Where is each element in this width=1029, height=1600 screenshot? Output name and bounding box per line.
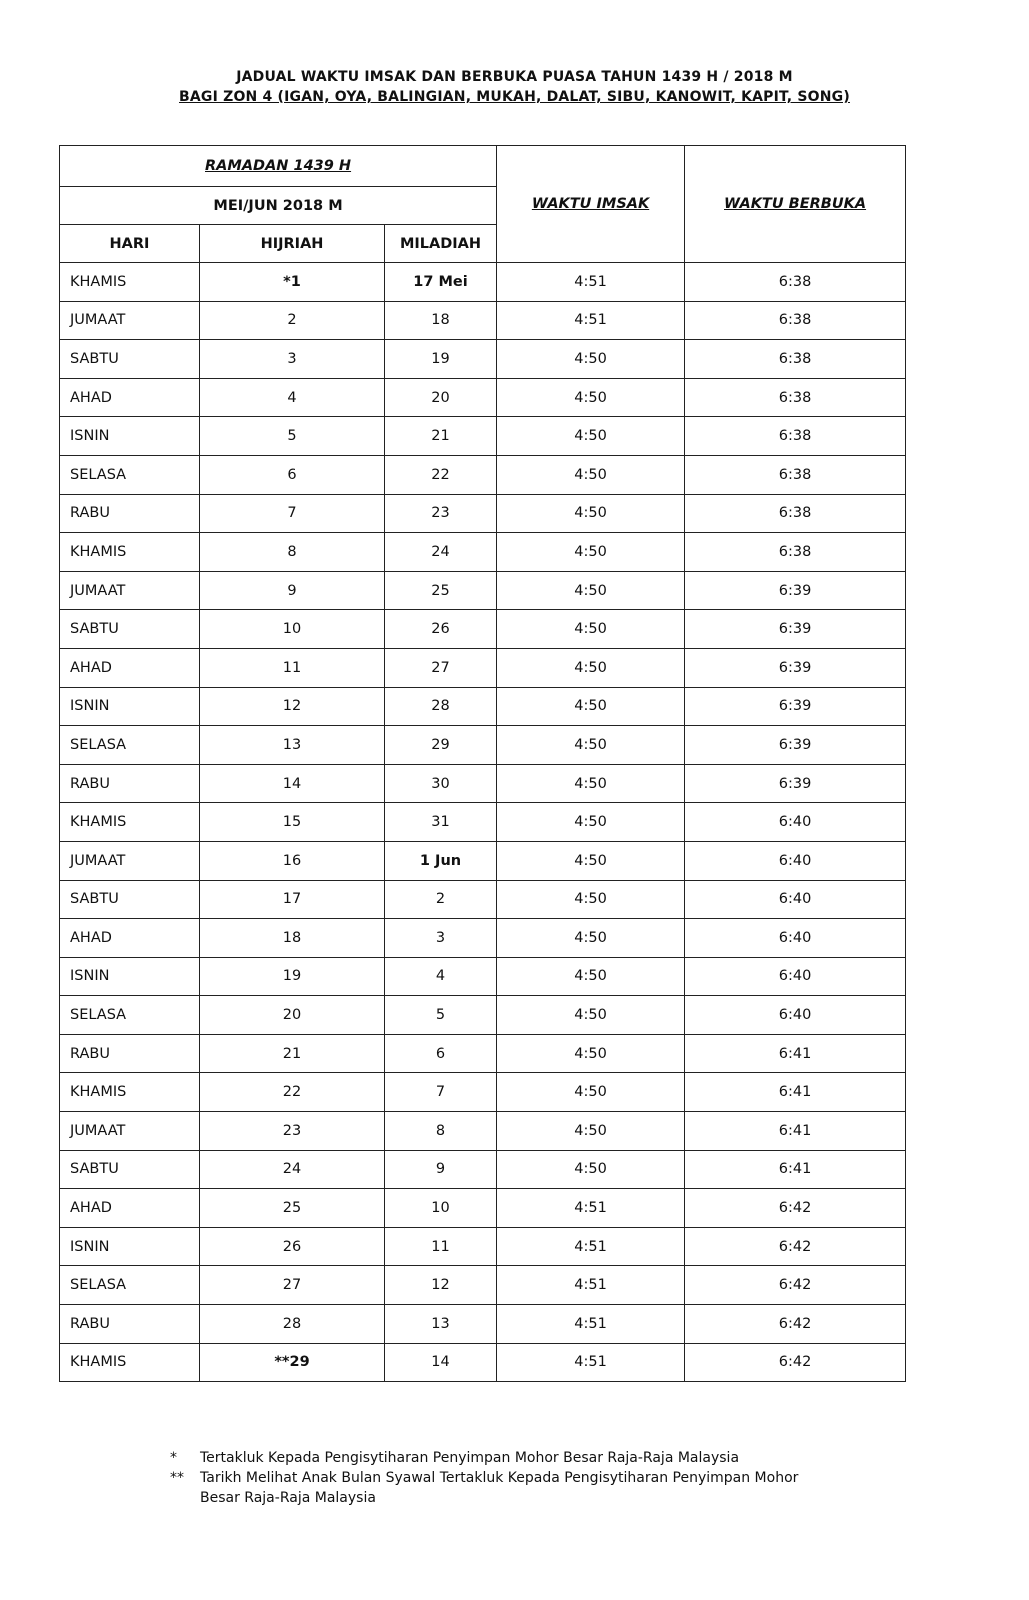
cell-miladiah: 2 xyxy=(385,880,497,919)
cell-waktu-berbuka: 6:40 xyxy=(685,841,906,880)
cell-miladiah: 4 xyxy=(385,957,497,996)
cell-waktu-imsak: 4:50 xyxy=(497,957,685,996)
cell-waktu-berbuka: 6:41 xyxy=(685,1112,906,1151)
cell-miladiah: 30 xyxy=(385,764,497,803)
cell-waktu-berbuka: 6:40 xyxy=(685,919,906,958)
cell-hijriah: 27 xyxy=(200,1266,385,1305)
cell-miladiah: 20 xyxy=(385,378,497,417)
cell-waktu-imsak: 4:50 xyxy=(497,378,685,417)
cell-hijriah: 24 xyxy=(200,1150,385,1189)
cell-waktu-berbuka: 6:38 xyxy=(685,263,906,302)
cell-waktu-berbuka: 6:40 xyxy=(685,996,906,1035)
cell-waktu-berbuka: 6:38 xyxy=(685,301,906,340)
cell-waktu-imsak: 4:50 xyxy=(497,1112,685,1151)
cell-hijriah: 2 xyxy=(200,301,385,340)
cell-miladiah: 14 xyxy=(385,1343,497,1382)
cell-hijriah: 7 xyxy=(200,494,385,533)
footnote-mark: ** xyxy=(170,1470,184,1486)
cell-hari: KHAMIS xyxy=(60,1343,200,1382)
cell-waktu-imsak: 4:50 xyxy=(497,919,685,958)
cell-waktu-imsak: 4:50 xyxy=(497,648,685,687)
table-row xyxy=(60,1266,906,1305)
cell-hari: SELASA xyxy=(60,1266,200,1305)
cell-hijriah: 8 xyxy=(200,533,385,572)
schedule-table xyxy=(59,145,906,1382)
cell-waktu-imsak: 4:50 xyxy=(497,340,685,379)
cell-miladiah: 28 xyxy=(385,687,497,726)
cell-miladiah: 13 xyxy=(385,1305,497,1344)
cell-miladiah: 3 xyxy=(385,919,497,958)
cell-miladiah: 22 xyxy=(385,455,497,494)
table-row xyxy=(60,996,906,1035)
cell-waktu-imsak: 4:50 xyxy=(497,841,685,880)
cell-miladiah: 24 xyxy=(385,533,497,572)
cell-hari: AHAD xyxy=(60,919,200,958)
cell-miladiah: 18 xyxy=(385,301,497,340)
cell-miladiah: 23 xyxy=(385,494,497,533)
cell-waktu-berbuka: 6:39 xyxy=(685,726,906,765)
cell-hijriah: 17 xyxy=(200,880,385,919)
cell-waktu-berbuka: 6:40 xyxy=(685,880,906,919)
table-row xyxy=(60,571,906,610)
table-row xyxy=(60,841,906,880)
cell-waktu-berbuka: 6:39 xyxy=(685,764,906,803)
cell-hari: SELASA xyxy=(60,996,200,1035)
cell-miladiah: 27 xyxy=(385,648,497,687)
cell-hijriah: 11 xyxy=(200,648,385,687)
cell-waktu-berbuka: 6:41 xyxy=(685,1150,906,1189)
cell-hari: SABTU xyxy=(60,880,200,919)
cell-waktu-imsak: 4:50 xyxy=(497,571,685,610)
cell-waktu-berbuka: 6:42 xyxy=(685,1305,906,1344)
cell-miladiah: 7 xyxy=(385,1073,497,1112)
cell-waktu-imsak: 4:50 xyxy=(497,610,685,649)
cell-hijriah: 5 xyxy=(200,417,385,456)
cell-waktu-imsak: 4:51 xyxy=(497,1266,685,1305)
cell-miladiah: 31 xyxy=(385,803,497,842)
cell-waktu-imsak: 4:51 xyxy=(497,301,685,340)
table-row xyxy=(60,417,906,456)
cell-waktu-berbuka: 6:42 xyxy=(685,1227,906,1266)
table-row xyxy=(60,494,906,533)
cell-hijriah: *1 xyxy=(200,263,385,302)
cell-hari: RABU xyxy=(60,1034,200,1073)
cell-waktu-imsak: 4:51 xyxy=(497,1227,685,1266)
table-row xyxy=(60,301,906,340)
cell-waktu-berbuka: 6:39 xyxy=(685,571,906,610)
cell-waktu-imsak: 4:50 xyxy=(497,726,685,765)
footnote-2 xyxy=(160,1468,840,1508)
cell-hijriah: 4 xyxy=(200,378,385,417)
cell-waktu-berbuka: 6:42 xyxy=(685,1343,906,1382)
cell-waktu-imsak: 4:50 xyxy=(497,803,685,842)
table-row xyxy=(60,455,906,494)
table-row xyxy=(60,263,906,302)
cell-hijriah: 28 xyxy=(200,1305,385,1344)
cell-waktu-imsak: 4:50 xyxy=(497,764,685,803)
cell-hari: AHAD xyxy=(60,648,200,687)
header-hari: HARI xyxy=(60,225,200,263)
cell-hari: ISNIN xyxy=(60,1227,200,1266)
cell-hari: KHAMIS xyxy=(60,533,200,572)
cell-miladiah: 1 Jun xyxy=(385,841,497,880)
table-row xyxy=(60,378,906,417)
cell-hijriah: 13 xyxy=(200,726,385,765)
cell-hijriah: 6 xyxy=(200,455,385,494)
cell-hijriah: 3 xyxy=(200,340,385,379)
header-bulan: MEI/JUN 2018 M xyxy=(60,187,497,225)
table-row xyxy=(60,957,906,996)
cell-hari: JUMAAT xyxy=(60,301,200,340)
cell-hari: JUMAAT xyxy=(60,841,200,880)
cell-hijriah: 26 xyxy=(200,1227,385,1266)
cell-hari: SABTU xyxy=(60,610,200,649)
cell-hari: JUMAAT xyxy=(60,571,200,610)
cell-hari: SABTU xyxy=(60,340,200,379)
cell-waktu-berbuka: 6:40 xyxy=(685,803,906,842)
cell-miladiah: 19 xyxy=(385,340,497,379)
cell-hijriah: 16 xyxy=(200,841,385,880)
cell-waktu-imsak: 4:50 xyxy=(497,455,685,494)
cell-hijriah: 14 xyxy=(200,764,385,803)
cell-hijriah: 9 xyxy=(200,571,385,610)
cell-waktu-berbuka: 6:38 xyxy=(685,378,906,417)
cell-waktu-imsak: 4:50 xyxy=(497,1150,685,1189)
cell-waktu-imsak: 4:50 xyxy=(497,880,685,919)
cell-waktu-imsak: 4:50 xyxy=(497,494,685,533)
table-row xyxy=(60,1189,906,1228)
cell-hari: RABU xyxy=(60,1305,200,1344)
table-row xyxy=(60,880,906,919)
cell-hijriah: 12 xyxy=(200,687,385,726)
cell-waktu-berbuka: 6:41 xyxy=(685,1073,906,1112)
table-row xyxy=(60,803,906,842)
cell-waktu-berbuka: 6:38 xyxy=(685,340,906,379)
table-row xyxy=(60,340,906,379)
cell-hijriah: 15 xyxy=(200,803,385,842)
cell-miladiah: 26 xyxy=(385,610,497,649)
cell-waktu-berbuka: 6:38 xyxy=(685,417,906,456)
table-row xyxy=(60,919,906,958)
cell-miladiah: 29 xyxy=(385,726,497,765)
cell-waktu-berbuka: 6:39 xyxy=(685,687,906,726)
header-waktu-berbuka: WAKTU BERBUKA xyxy=(685,146,906,263)
cell-waktu-imsak: 4:50 xyxy=(497,417,685,456)
cell-hari: RABU xyxy=(60,764,200,803)
cell-hari: SELASA xyxy=(60,726,200,765)
cell-hijriah: 19 xyxy=(200,957,385,996)
cell-hijriah: 20 xyxy=(200,996,385,1035)
cell-hari: SELASA xyxy=(60,455,200,494)
header-miladiah: MILADIAH xyxy=(385,225,497,263)
cell-waktu-berbuka: 6:39 xyxy=(685,610,906,649)
cell-waktu-imsak: 4:50 xyxy=(497,996,685,1035)
cell-hijriah: 10 xyxy=(200,610,385,649)
cell-miladiah: 17 Mei xyxy=(385,263,497,302)
header-waktu-imsak: WAKTU IMSAK xyxy=(497,146,685,263)
table-row xyxy=(60,533,906,572)
footnote-text: Tarikh Melihat Anak Bulan Syawal Tertakluk Kepada Pengisytiharan Penyimpan Mohor Besar Raja-Raja Malaysia xyxy=(200,1470,799,1506)
cell-hari: RABU xyxy=(60,494,200,533)
cell-waktu-berbuka: 6:38 xyxy=(685,494,906,533)
header-ramadan: RAMADAN 1439 H xyxy=(60,146,497,187)
cell-hari: ISNIN xyxy=(60,687,200,726)
table-row xyxy=(60,610,906,649)
cell-miladiah: 12 xyxy=(385,1266,497,1305)
cell-miladiah: 8 xyxy=(385,1112,497,1151)
cell-waktu-imsak: 4:50 xyxy=(497,533,685,572)
cell-waktu-berbuka: 6:39 xyxy=(685,648,906,687)
table-row xyxy=(60,1150,906,1189)
cell-waktu-berbuka: 6:42 xyxy=(685,1266,906,1305)
table-row xyxy=(60,726,906,765)
cell-waktu-berbuka: 6:40 xyxy=(685,957,906,996)
cell-hijriah: 22 xyxy=(200,1073,385,1112)
table-row xyxy=(60,1227,906,1266)
cell-hari: ISNIN xyxy=(60,417,200,456)
table-row xyxy=(60,648,906,687)
cell-waktu-imsak: 4:50 xyxy=(497,1034,685,1073)
footnote-1 xyxy=(160,1448,840,1468)
cell-hijriah: 25 xyxy=(200,1189,385,1228)
cell-miladiah: 10 xyxy=(385,1189,497,1228)
cell-waktu-berbuka: 6:38 xyxy=(685,533,906,572)
cell-hari: KHAMIS xyxy=(60,263,200,302)
cell-hari: AHAD xyxy=(60,378,200,417)
cell-waktu-berbuka: 6:42 xyxy=(685,1189,906,1228)
cell-miladiah: 6 xyxy=(385,1034,497,1073)
cell-miladiah: 9 xyxy=(385,1150,497,1189)
table-row xyxy=(60,1305,906,1344)
cell-waktu-berbuka: 6:38 xyxy=(685,455,906,494)
table-row xyxy=(60,687,906,726)
cell-waktu-imsak: 4:51 xyxy=(497,1305,685,1344)
table-row xyxy=(60,1034,906,1073)
footnotes xyxy=(160,1448,840,1508)
cell-hijriah: **29 xyxy=(200,1343,385,1382)
cell-hari: JUMAAT xyxy=(60,1112,200,1151)
table-row xyxy=(60,1112,906,1151)
table-row xyxy=(60,764,906,803)
cell-waktu-imsak: 4:51 xyxy=(497,1343,685,1382)
document-title: JADUAL WAKTU IMSAK DAN BERBUKA PUASA TAHUN 1439 H / 2018 M xyxy=(236,69,793,85)
cell-waktu-imsak: 4:51 xyxy=(497,263,685,302)
cell-hari: KHAMIS xyxy=(60,803,200,842)
cell-hari: KHAMIS xyxy=(60,1073,200,1112)
cell-miladiah: 21 xyxy=(385,417,497,456)
cell-hari: SABTU xyxy=(60,1150,200,1189)
cell-hari: ISNIN xyxy=(60,957,200,996)
cell-waktu-imsak: 4:51 xyxy=(497,1189,685,1228)
cell-waktu-imsak: 4:50 xyxy=(497,687,685,726)
cell-waktu-imsak: 4:50 xyxy=(497,1073,685,1112)
table-row xyxy=(60,1073,906,1112)
cell-miladiah: 25 xyxy=(385,571,497,610)
cell-hari: AHAD xyxy=(60,1189,200,1228)
footnote-text: Tertakluk Kepada Pengisytiharan Penyimpan Mohor Besar Raja-Raja Malaysia xyxy=(200,1450,740,1466)
cell-hijriah: 23 xyxy=(200,1112,385,1151)
footnote-mark: * xyxy=(170,1450,177,1466)
table-row xyxy=(60,1343,906,1382)
document-subtitle: BAGI ZON 4 (IGAN, OYA, BALINGIAN, MUKAH, DALAT, SIBU, KANOWIT, KAPIT, SONG) xyxy=(179,89,850,105)
cell-hijriah: 21 xyxy=(200,1034,385,1073)
cell-hijriah: 18 xyxy=(200,919,385,958)
cell-miladiah: 11 xyxy=(385,1227,497,1266)
header-hijriah: HIJRIAH xyxy=(200,225,385,263)
cell-miladiah: 5 xyxy=(385,996,497,1035)
cell-waktu-berbuka: 6:41 xyxy=(685,1034,906,1073)
